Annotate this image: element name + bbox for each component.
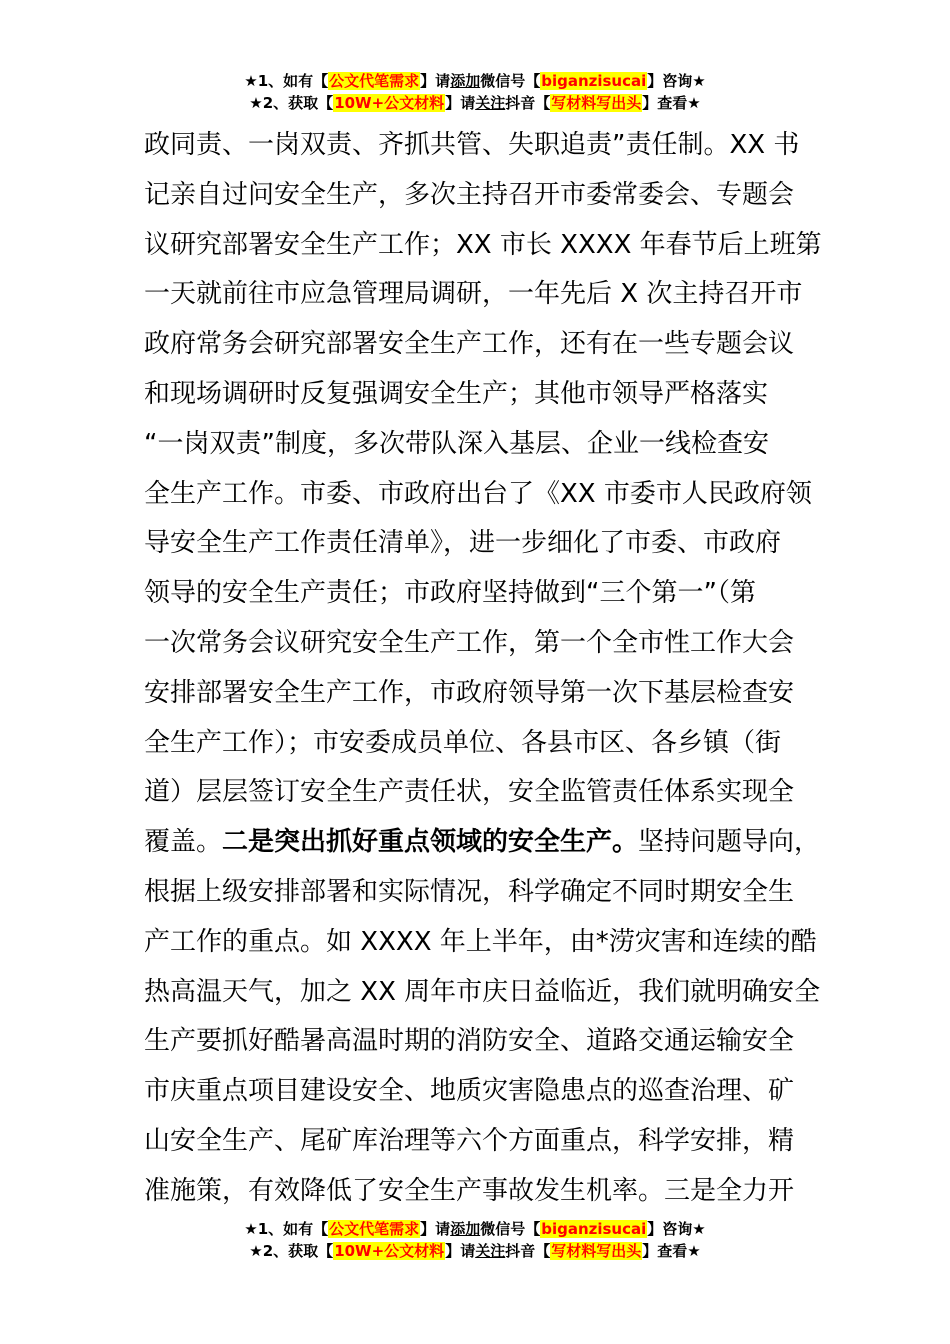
- banner-text: 】咨询★: [647, 1220, 706, 1238]
- body-text: 覆盖。: [144, 827, 223, 858]
- section-heading: 二是突出抓好重点领域的安全生产。: [222, 827, 639, 858]
- banner-highlight-wechat-id: biganzisucai: [541, 1220, 647, 1238]
- header-banner: [0, 70, 950, 114]
- banner-text: 】查看★: [642, 1242, 701, 1260]
- body-line: 记亲自过问安全生产，多次主持召开市委常委会、专题会: [144, 179, 795, 210]
- body-line: 热高温天气，加之 XX 周年市庆日益临近，我们就明确安全: [144, 976, 821, 1007]
- banner-text: 】请: [445, 94, 476, 112]
- body-line: 导安全生产工作责任清单》，进一步细化了市委、市政府: [144, 528, 782, 559]
- body-line: 全生产工作）；市安委成员单位、各县市区、各乡镇（街: [144, 727, 782, 758]
- banner-highlight-douyin-id: 写材料写出头: [551, 1242, 642, 1260]
- footer-banner: [0, 1218, 950, 1262]
- banner-highlight-douyin-id: 写材料写出头: [551, 94, 642, 112]
- body-line: 生产要抓好酷暑高温时期的消防安全、道路交通运输安全: [144, 1026, 795, 1057]
- banner-highlight-wechat-id: biganzisucai: [541, 72, 647, 90]
- footer-banner-line-1: [0, 1218, 950, 1240]
- body-line-with-heading: [144, 818, 844, 868]
- banner-highlight-materials: 10W+公文材料: [334, 94, 445, 112]
- banner-underlined-text: 添加: [450, 72, 481, 90]
- banner-text: 】咨询★: [647, 72, 706, 90]
- document-body: [144, 121, 844, 1217]
- banner-text: 】查看★: [642, 94, 701, 112]
- banner-underlined-text: 关注: [475, 1242, 506, 1260]
- banner-text: ★2、获取【: [249, 1242, 334, 1260]
- body-line: 道）层层签订安全生产责任状，安全监管责任体系实现全: [144, 777, 795, 808]
- banner-text: 微信号【: [480, 72, 541, 90]
- banner-underlined-text: 添加: [450, 1220, 481, 1238]
- body-text: 坚持问题导向，: [638, 827, 821, 858]
- banner-text: 抖音【: [505, 1242, 551, 1260]
- banner-highlight-service: 公文代笔需求: [329, 1220, 420, 1238]
- banner-text: 微信号【: [480, 1220, 541, 1238]
- body-line: 议研究部署安全生产工作；XX 市长 XXXX 年春节后上班第: [144, 229, 822, 260]
- banner-text: 】请: [420, 72, 451, 90]
- banner-text: ★2、获取【: [249, 94, 334, 112]
- banner-text: ★1、如有【: [244, 72, 329, 90]
- body-line: 一天就前往市应急管理局调研，一年先后 X 次主持召开市: [144, 279, 803, 310]
- header-banner-line-2: [0, 92, 950, 114]
- banner-text: 】请: [420, 1220, 451, 1238]
- body-line: 产工作的重点。如 XXXX 年上半年，由*涝灾害和连续的酷: [144, 926, 817, 957]
- body-line: 山安全生产、尾矿库治理等六个方面重点，科学安排，精: [144, 1125, 795, 1156]
- banner-highlight-service: 公文代笔需求: [329, 72, 420, 90]
- body-line: 安排部署安全生产工作，市政府领导第一次下基层检查安: [144, 677, 795, 708]
- body-line: 政府常务会研究部署安全生产工作，还有在一些专题会议: [144, 329, 795, 360]
- footer-banner-line-2: [0, 1240, 950, 1262]
- body-line: 和现场调研时反复强调安全生产；其他市领导严格落实: [144, 378, 769, 409]
- body-line: “一岗双责”制度，多次带队深入基层、企业一线检查安: [144, 428, 769, 459]
- body-line: 领导的安全生产责任；市政府坚持做到“三个第一”（第: [144, 578, 756, 609]
- banner-highlight-materials: 10W+公文材料: [334, 1242, 445, 1260]
- banner-underlined-text: 关注: [475, 94, 506, 112]
- body-line: 市庆重点项目建设安全、地质灾害隐患点的巡查治理、矿: [144, 1076, 795, 1107]
- banner-text: 抖音【: [505, 94, 551, 112]
- body-line: 一次常务会议研究安全生产工作，第一个全市性工作大会: [144, 627, 795, 658]
- banner-text: ★1、如有【: [244, 1220, 329, 1238]
- body-line: 根据上级安排部署和实际情况，科学确定不同时期安全生: [144, 876, 795, 907]
- body-line: 准施策，有效降低了安全生产事故发生机率。三是全力开: [144, 1175, 795, 1206]
- body-line: 政同责、一岗双责、齐抓共管、失职追责”责任制。XX 书: [144, 130, 800, 160]
- header-banner-line-1: [0, 70, 950, 92]
- body-line: 全生产工作。市委、市政府出台了《XX 市委市人民政府领: [144, 478, 812, 509]
- banner-text: 】请: [445, 1242, 476, 1260]
